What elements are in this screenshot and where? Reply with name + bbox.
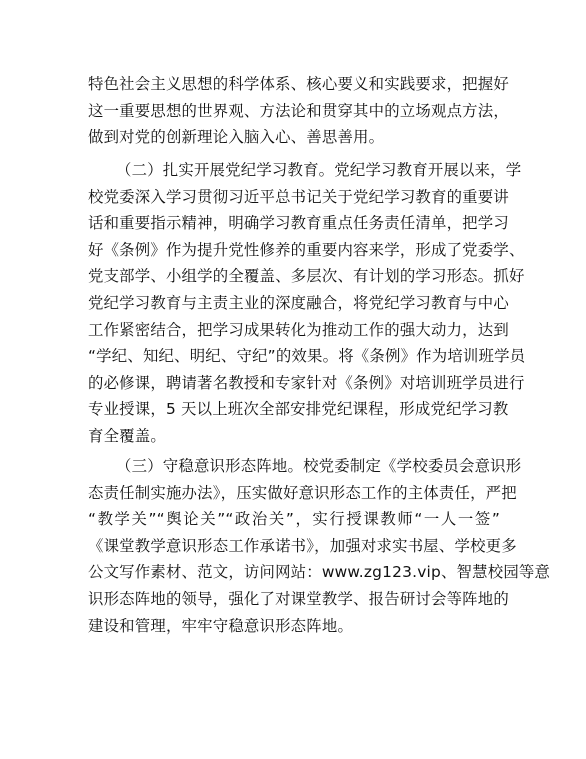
text-line: 好《条例》作为提升党性修养的重要内容来学，形成了党委学、 [88,240,525,259]
text-line: 校党委深入学习贯彻习近平总书记关于党纪学习教育的重要讲 [88,187,509,206]
text-line: 党纪学习教育与主责主业的深度融合，将党纪学习教育与中心 [88,293,509,312]
text-line: “学纪、知纪、明纪、守纪”的效果。将《条例》作为培训班学员 [88,347,526,366]
text-line: 的必修课，聘请著名教授和专家针对《条例》对培训班学员进行 [88,373,525,392]
text-line: 专业授课，5 天以上班次全部安排党纪课程，形成党纪学习教 [88,400,509,419]
text-line: 特色社会主义思想的科学体系、核心要义和实践要求，把握好 [88,75,509,93]
text-line: 这一重要思想的世界观、方法论和贯穿其中的立场观点方法， [88,101,509,120]
text-line: 育全覆盖。 [88,426,166,445]
text-line: 《课堂教学意识形态工作承诺书》，加强对求实书屋、学校更多 [88,536,517,555]
text-line: 话和重要指示精神，明确学习教育重点任务责任清单，把学习 [88,214,509,233]
section-heading-line: （二）扎实开展党纪学习教育。党纪学习教育开展以来，学 [116,161,522,179]
text-line: 做到对党的创新理论入脑入心、善思善用。 [88,128,385,147]
paragraph-1 [88,71,509,151]
section-heading-line: （三）守稳意识形态阵地。校党委制定《学校委员会意识形 [116,457,522,475]
text-line: 识形态阵地的领导，强化了对课堂教学、报告研讨会等阵地的 [88,589,509,608]
text-line: 公文写作素材、范文，访问网站：www.zg123.vip、智慧校园等意 [88,563,551,582]
text-line: 工作紧密结合，把学习成果转化为推动工作的强大动力，达到 [88,320,509,339]
paragraph-3 [88,453,551,639]
text-line: 态责任制实施办法》，压实做好意识形态工作的主体责任，严把 [88,483,517,502]
text-line: 党支部学、小组学的全覆盖、多层次、有计划的学习形态。抓好 [88,267,525,286]
paragraph-2 [88,157,526,450]
text-line: 建设和管理，牢牢守稳意识形态阵地。 [88,616,354,635]
text-line: “教学关”“舆论关”“政治关”，实行授课教师“一人一签” [88,510,500,529]
